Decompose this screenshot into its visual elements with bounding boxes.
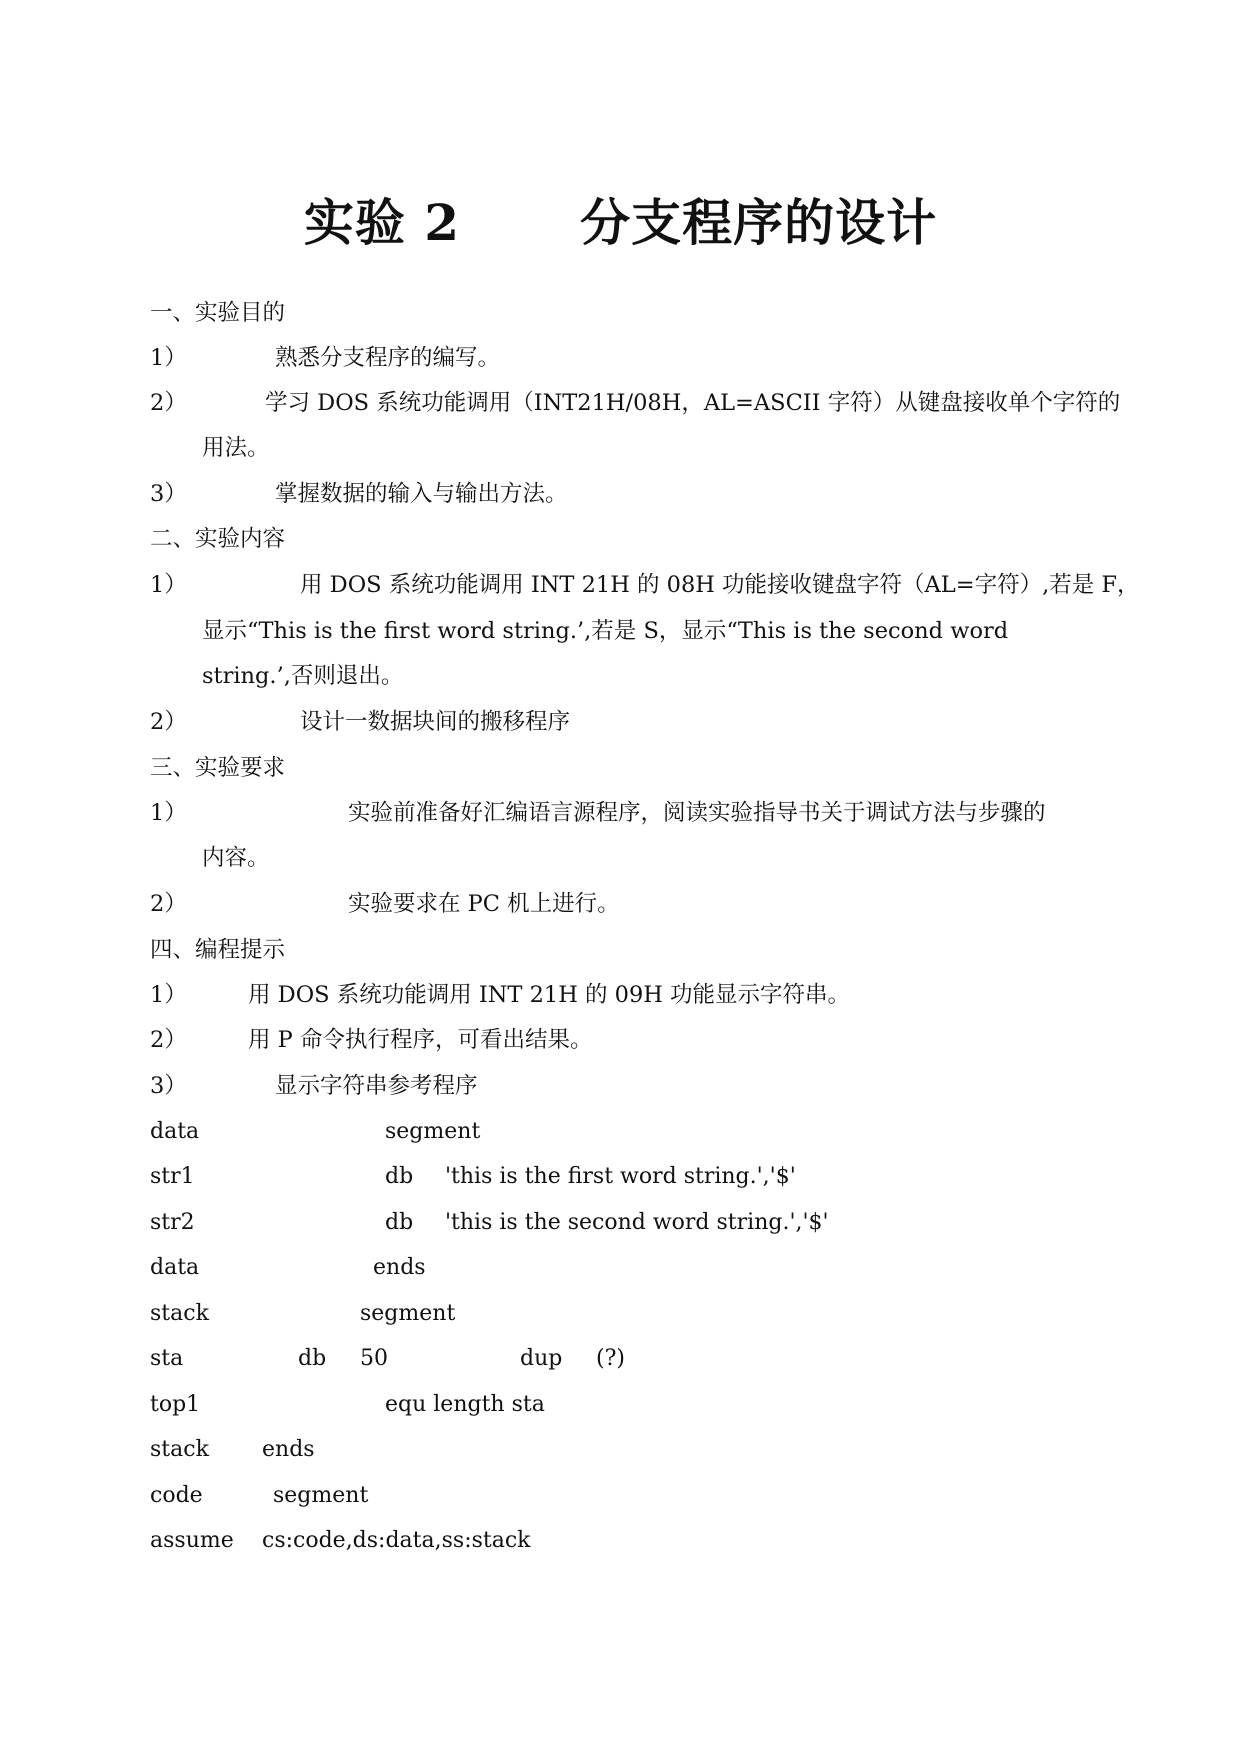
section-heading-4: 四、编程提示 <box>150 937 286 963</box>
code-token: dup <box>520 1346 563 1371</box>
code-token: cs:code,ds:data,ss:stack <box>262 1528 531 1553</box>
code-token: db <box>385 1210 414 1235</box>
item-number: 1） <box>150 982 187 1008</box>
code-token: db <box>385 1164 414 1189</box>
code-token: ends <box>262 1437 315 1462</box>
page-title <box>0 183 1241 255</box>
section-heading-1: 一、实验目的 <box>150 300 286 326</box>
item-text: 学习 DOS 系统功能调用（INT21H/08H，AL=ASCII 字符）从键盘接收单个字符的 <box>265 390 1121 416</box>
code-token: 50 <box>360 1346 388 1371</box>
title-part1: 实验 2 <box>303 193 461 252</box>
item-number: 2） <box>150 891 187 917</box>
item-number: 2） <box>150 390 187 416</box>
item-text: 熟悉分支程序的编写。 <box>275 345 501 371</box>
section-heading-3: 三、实验要求 <box>150 755 286 781</box>
item-text-continued: 用法。 <box>202 435 270 461</box>
item-text: 掌握数据的输入与输出方法。 <box>275 481 568 507</box>
code-token: top1 <box>150 1392 201 1417</box>
item-text: 用 DOS 系统功能调用 INT 21H 的 08H 功能接收键盘字符（AL=字符）,若是 F， <box>300 572 1140 598</box>
code-token: segment <box>360 1301 456 1326</box>
item-number: 2） <box>150 709 187 735</box>
code-token: equ length sta <box>385 1392 545 1417</box>
code-token: str1 <box>150 1164 195 1189</box>
title-part2: 分支程序的设计 <box>580 193 938 252</box>
item-text: 设计一数据块间的搬移程序 <box>300 709 571 735</box>
item-text: 用 P 命令执行程序，可看出结果。 <box>248 1027 593 1053</box>
item-text: 用 DOS 系统功能调用 INT 21H 的 09H 功能显示字符串。 <box>248 982 851 1008</box>
code-token: assume <box>150 1528 234 1553</box>
code-token: sta <box>150 1346 184 1371</box>
item-text-continued: 显示“This is the first word string.’,若是 S，显示“This is the second word <box>202 618 1009 644</box>
code-token: str2 <box>150 1210 195 1235</box>
code-token: (?) <box>596 1346 625 1371</box>
code-token: ends <box>373 1255 426 1280</box>
code-token: db <box>298 1346 327 1371</box>
code-token: segment <box>273 1483 369 1508</box>
code-token: 'this is the second word string.','$' <box>445 1210 829 1235</box>
code-token: stack <box>150 1437 209 1462</box>
code-token: 'this is the first word string.','$' <box>445 1164 796 1189</box>
item-text: 实验前准备好汇编语言源程序，阅读实验指导书关于调试方法与步骤的 <box>348 800 1046 826</box>
item-text: 实验要求在 PC 机上进行。 <box>348 891 620 917</box>
item-number: 1） <box>150 572 187 598</box>
item-text-continued: string.’,否则退出。 <box>202 663 404 689</box>
section-heading-2: 二、实验内容 <box>150 526 286 552</box>
item-number: 3） <box>150 481 187 507</box>
code-token: code <box>150 1483 203 1508</box>
code-token: data <box>150 1255 200 1280</box>
item-text-continued: 内容。 <box>202 845 270 871</box>
code-token: data <box>150 1119 200 1144</box>
item-text: 显示字符串参考程序 <box>275 1073 478 1099</box>
code-token: segment <box>385 1119 481 1144</box>
item-number: 1） <box>150 800 187 826</box>
item-number: 2） <box>150 1027 187 1053</box>
item-number: 1） <box>150 345 187 371</box>
item-number: 3） <box>150 1073 187 1099</box>
code-token: stack <box>150 1301 209 1326</box>
